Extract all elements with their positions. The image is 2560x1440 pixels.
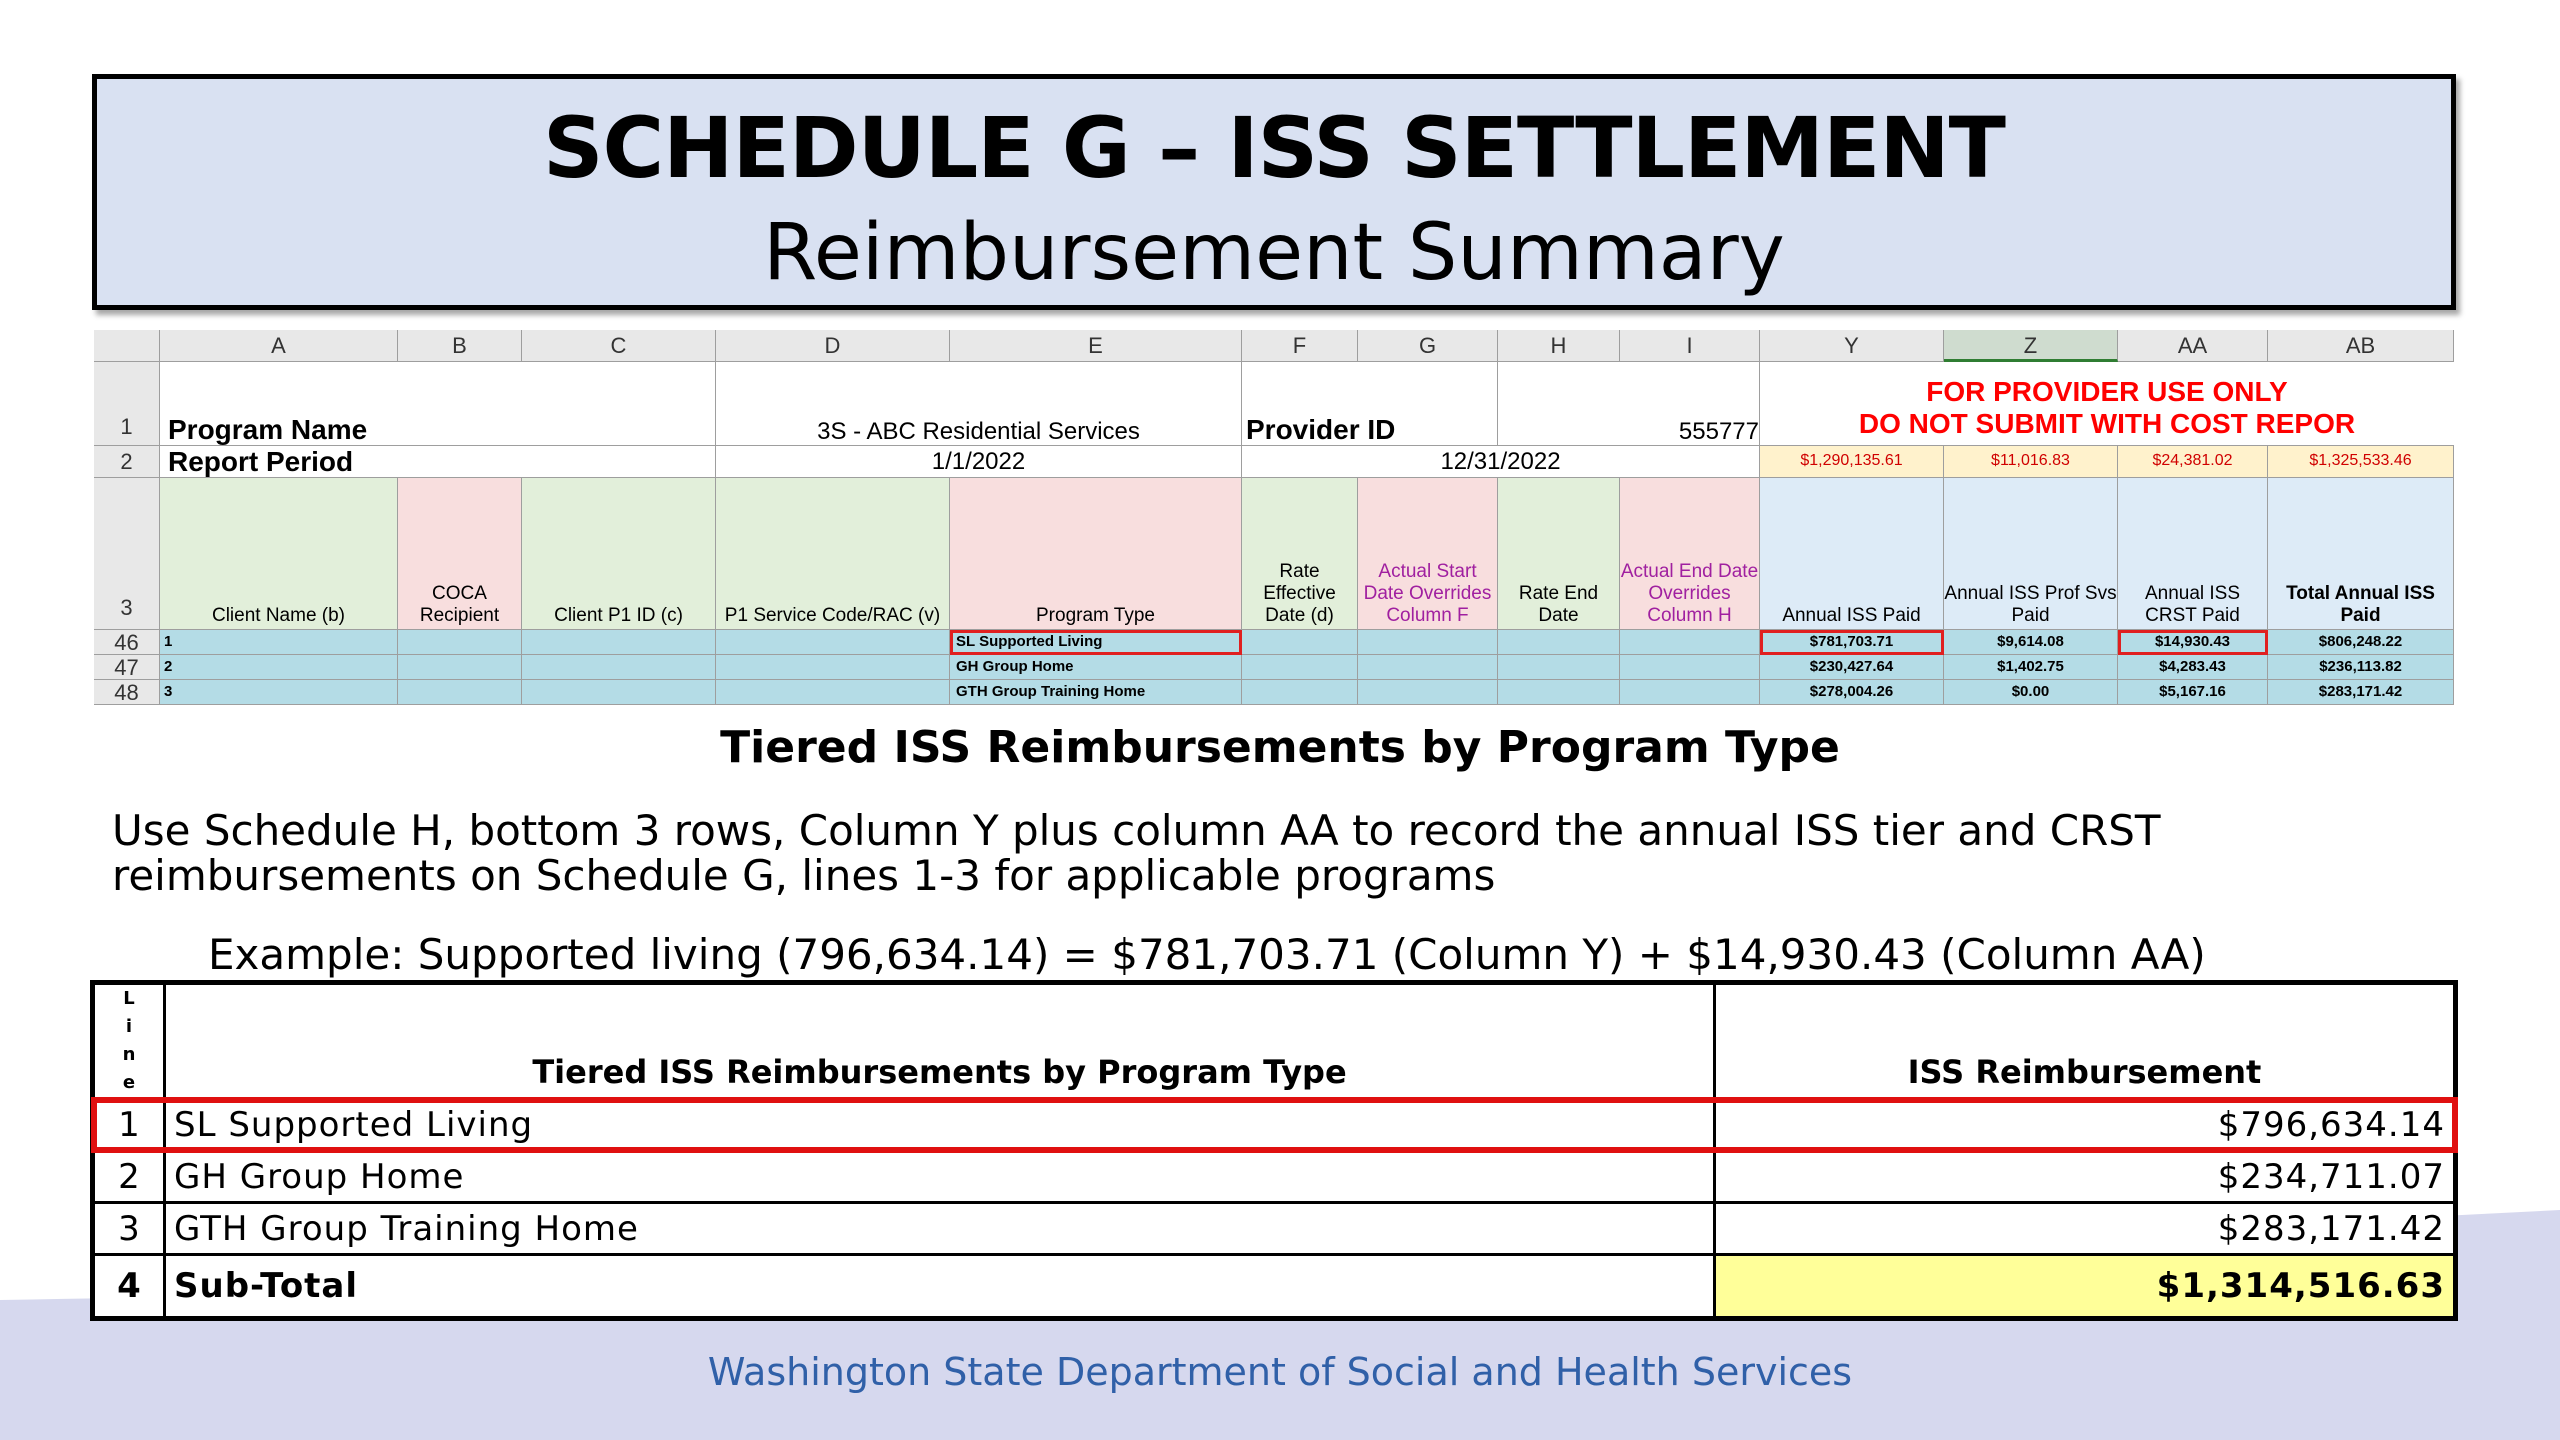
line-number: 2 xyxy=(93,1151,165,1203)
table-row[interactable] xyxy=(93,1151,2456,1203)
column-header-h[interactable]: H xyxy=(1498,330,1620,362)
provider-use-only-line1: FOR PROVIDER USE ONLY xyxy=(1926,376,2288,407)
reimbursement-amount[interactable]: $234,711.07 xyxy=(1715,1151,2456,1203)
line-header-char: n xyxy=(122,1044,136,1065)
table-row[interactable] xyxy=(93,1203,2456,1255)
row-header-46[interactable]: 46 xyxy=(94,630,160,655)
client-row-3-rate-eff[interactable] xyxy=(1242,680,1358,705)
column-header-a[interactable]: A xyxy=(160,330,398,362)
report-period-label: Report Period xyxy=(160,446,716,478)
header-rate-end-date: Rate End Date xyxy=(1498,478,1620,630)
client-row-2-service[interactable] xyxy=(716,655,950,680)
table-header-row xyxy=(93,983,2456,1099)
page-title: SCHEDULE G – ISS SETTLEMENT xyxy=(543,99,2005,197)
client-row-3-prof[interactable]: $0.00 xyxy=(1944,680,2118,705)
schedule-h-spreadsheet xyxy=(94,330,2454,720)
provider-use-only-line2: DO NOT SUBMIT WITH COST REPOR xyxy=(1858,408,2356,439)
client-row-3-rate-end[interactable] xyxy=(1498,680,1620,705)
client-row-2-p1[interactable] xyxy=(522,655,716,680)
line-number: 3 xyxy=(93,1203,165,1255)
provider-use-only-box xyxy=(1760,362,2454,446)
client-row-1-index[interactable]: 1 xyxy=(160,630,398,655)
client-row-2-rate-end[interactable] xyxy=(1498,655,1620,680)
column-header-c[interactable]: C xyxy=(522,330,716,362)
subtotal-row xyxy=(93,1255,2456,1319)
client-row-1-total[interactable]: $806,248.22 xyxy=(2268,630,2454,655)
client-row-3-annual-iss[interactable]: $278,004.26 xyxy=(1760,680,1944,705)
instruction-line-2: reimbursements on Schedule G, lines 1-3 for applicable programs xyxy=(112,851,1496,900)
line-header-char: e xyxy=(122,1072,136,1093)
client-row-3-crst[interactable]: $5,167.16 xyxy=(2118,680,2268,705)
client-row-2-program[interactable]: GH Group Home xyxy=(950,655,1242,680)
program-name-value[interactable]: 3S - ABC Residential Services xyxy=(716,362,1242,446)
client-row-1-crst[interactable]: $14,930.43 xyxy=(2118,630,2268,655)
client-row-3-end[interactable] xyxy=(1620,680,1760,705)
client-row-3-coca[interactable] xyxy=(398,680,522,705)
program-type-column-header: Tiered ISS Reimbursements by Program Type xyxy=(165,983,1715,1099)
client-row-2-total[interactable]: $236,113.82 xyxy=(2268,655,2454,680)
client-row-2-index[interactable]: 2 xyxy=(160,655,398,680)
total-annual-ab: $1,325,533.46 xyxy=(2268,446,2454,478)
title-box xyxy=(92,74,2456,310)
client-row-1-annual-iss[interactable]: $781,703.71 xyxy=(1760,630,1944,655)
program-name[interactable]: GTH Group Training Home xyxy=(165,1203,1715,1255)
line-column-header xyxy=(93,983,165,1099)
row-header-3[interactable]: 3 xyxy=(94,478,160,630)
client-row-1-p1[interactable] xyxy=(522,630,716,655)
header-client-p1-id: Client P1 ID (c) xyxy=(522,478,716,630)
total-annual-crst-aa: $24,381.02 xyxy=(2118,446,2268,478)
client-row-1-end[interactable] xyxy=(1620,630,1760,655)
example-text: Example: Supported living (796,634.14) = $781,703.71 (Column Y) + $14,930.43 (Column AA) xyxy=(208,930,2206,979)
row-header-48[interactable]: 48 xyxy=(94,680,160,705)
column-header-i[interactable]: I xyxy=(1620,330,1760,362)
client-row-3-index[interactable]: 3 xyxy=(160,680,398,705)
instruction-line-1: Use Schedule H, bottom 3 rows, Column Y plus column AA to record the annual ISS tier and CRST xyxy=(112,806,2161,855)
client-row-3-service[interactable] xyxy=(716,680,950,705)
column-header-y[interactable]: Y xyxy=(1760,330,1944,362)
subtotal-label: Sub-Total xyxy=(165,1255,1715,1319)
column-header-aa[interactable]: AA xyxy=(2118,330,2268,362)
footer-organization: Washington State Department of Social and Health Services xyxy=(707,1350,1853,1394)
header-annual-prof-svs: Annual ISS Prof Svs Paid xyxy=(1944,478,2118,630)
provider-id-label: Provider ID xyxy=(1242,362,1498,446)
client-row-3-start[interactable] xyxy=(1358,680,1498,705)
client-row-1-program[interactable]: SL Supported Living xyxy=(950,630,1242,655)
column-header-d[interactable]: D xyxy=(716,330,950,362)
line-header-char: L xyxy=(123,988,135,1009)
client-row-3-total[interactable]: $283,171.42 xyxy=(2268,680,2454,705)
line-number: 1 xyxy=(93,1099,165,1151)
table-row[interactable] xyxy=(93,1099,2456,1151)
client-row-1-coca[interactable] xyxy=(398,630,522,655)
client-row-2-start[interactable] xyxy=(1358,655,1498,680)
line-header-char: i xyxy=(125,1016,133,1037)
client-row-1-start[interactable] xyxy=(1358,630,1498,655)
total-annual-iss-paid-y: $1,290,135.61 xyxy=(1760,446,1944,478)
column-header-f[interactable]: F xyxy=(1242,330,1358,362)
header-rate-effective-date: Rate Effective Date (d) xyxy=(1242,478,1358,630)
section-heading: Tiered ISS Reimbursements by Program Type xyxy=(720,722,1840,773)
page-subtitle: Reimbursement Summary xyxy=(763,208,1785,298)
iss-reimbursement-column-header: ISS Reimbursement xyxy=(1715,983,2456,1099)
header-program-type: Program Type xyxy=(950,478,1242,630)
client-row-2-prof[interactable]: $1,402.75 xyxy=(1944,655,2118,680)
column-header-b[interactable]: B xyxy=(398,330,522,362)
header-annual-iss-paid: Annual ISS Paid xyxy=(1760,478,1944,630)
client-row-2-rate-eff[interactable] xyxy=(1242,655,1358,680)
client-row-2-coca[interactable] xyxy=(398,655,522,680)
client-row-1-rate-end[interactable] xyxy=(1498,630,1620,655)
schedule-g-table xyxy=(90,980,2458,1321)
client-row-1-service[interactable] xyxy=(716,630,950,655)
line-number: 4 xyxy=(93,1255,165,1319)
client-row-2-end[interactable] xyxy=(1620,655,1760,680)
total-annual-prof-z: $11,016.83 xyxy=(1944,446,2118,478)
reimbursement-amount[interactable]: $796,634.14 xyxy=(1715,1099,2456,1151)
report-period-start[interactable]: 1/1/2022 xyxy=(716,446,1242,478)
header-coca-recipient: COCA Recipient xyxy=(398,478,522,630)
column-header-e[interactable]: E xyxy=(950,330,1242,362)
client-row-1-rate-eff[interactable] xyxy=(1242,630,1358,655)
row-header-1[interactable]: 1 xyxy=(94,362,160,446)
provider-id-value[interactable]: 555777 xyxy=(1498,362,1760,446)
client-row-2-annual-iss[interactable]: $230,427.64 xyxy=(1760,655,1944,680)
reimbursement-amount[interactable]: $283,171.42 xyxy=(1715,1203,2456,1255)
row-header-2[interactable]: 2 xyxy=(94,446,160,478)
subtotal-amount: $1,314,516.63 xyxy=(1715,1255,2456,1319)
client-row-3-p1[interactable] xyxy=(522,680,716,705)
client-row-1-prof[interactable]: $9,614.08 xyxy=(1944,630,2118,655)
report-period-end[interactable]: 12/31/2022 xyxy=(1242,446,1760,478)
header-annual-crst: Annual ISS CRST Paid xyxy=(2118,478,2268,630)
column-header-g[interactable]: G xyxy=(1358,330,1498,362)
program-name[interactable]: GH Group Home xyxy=(165,1151,1715,1203)
client-row-2-crst[interactable]: $4,283.43 xyxy=(2118,655,2268,680)
header-client-name: Client Name (b) xyxy=(160,478,398,630)
program-name[interactable]: SL Supported Living xyxy=(165,1099,1715,1151)
client-row-3-program[interactable]: GTH Group Training Home xyxy=(950,680,1242,705)
sheet-corner[interactable] xyxy=(94,330,160,362)
header-total-annual-iss: Total Annual ISS Paid xyxy=(2268,478,2454,630)
column-header-ab[interactable]: AB xyxy=(2268,330,2454,362)
header-actual-end-date: Actual End Date Overrides Column H xyxy=(1620,478,1760,630)
instruction-text xyxy=(112,808,2452,898)
program-name-label: Program Name xyxy=(160,362,716,446)
column-header-z[interactable]: Z xyxy=(1944,330,2118,362)
row-header-47[interactable]: 47 xyxy=(94,655,160,680)
header-p1-service-code: P1 Service Code/RAC (v) xyxy=(716,478,950,630)
header-actual-start-date: Actual Start Date Overrides Column F xyxy=(1358,478,1498,630)
